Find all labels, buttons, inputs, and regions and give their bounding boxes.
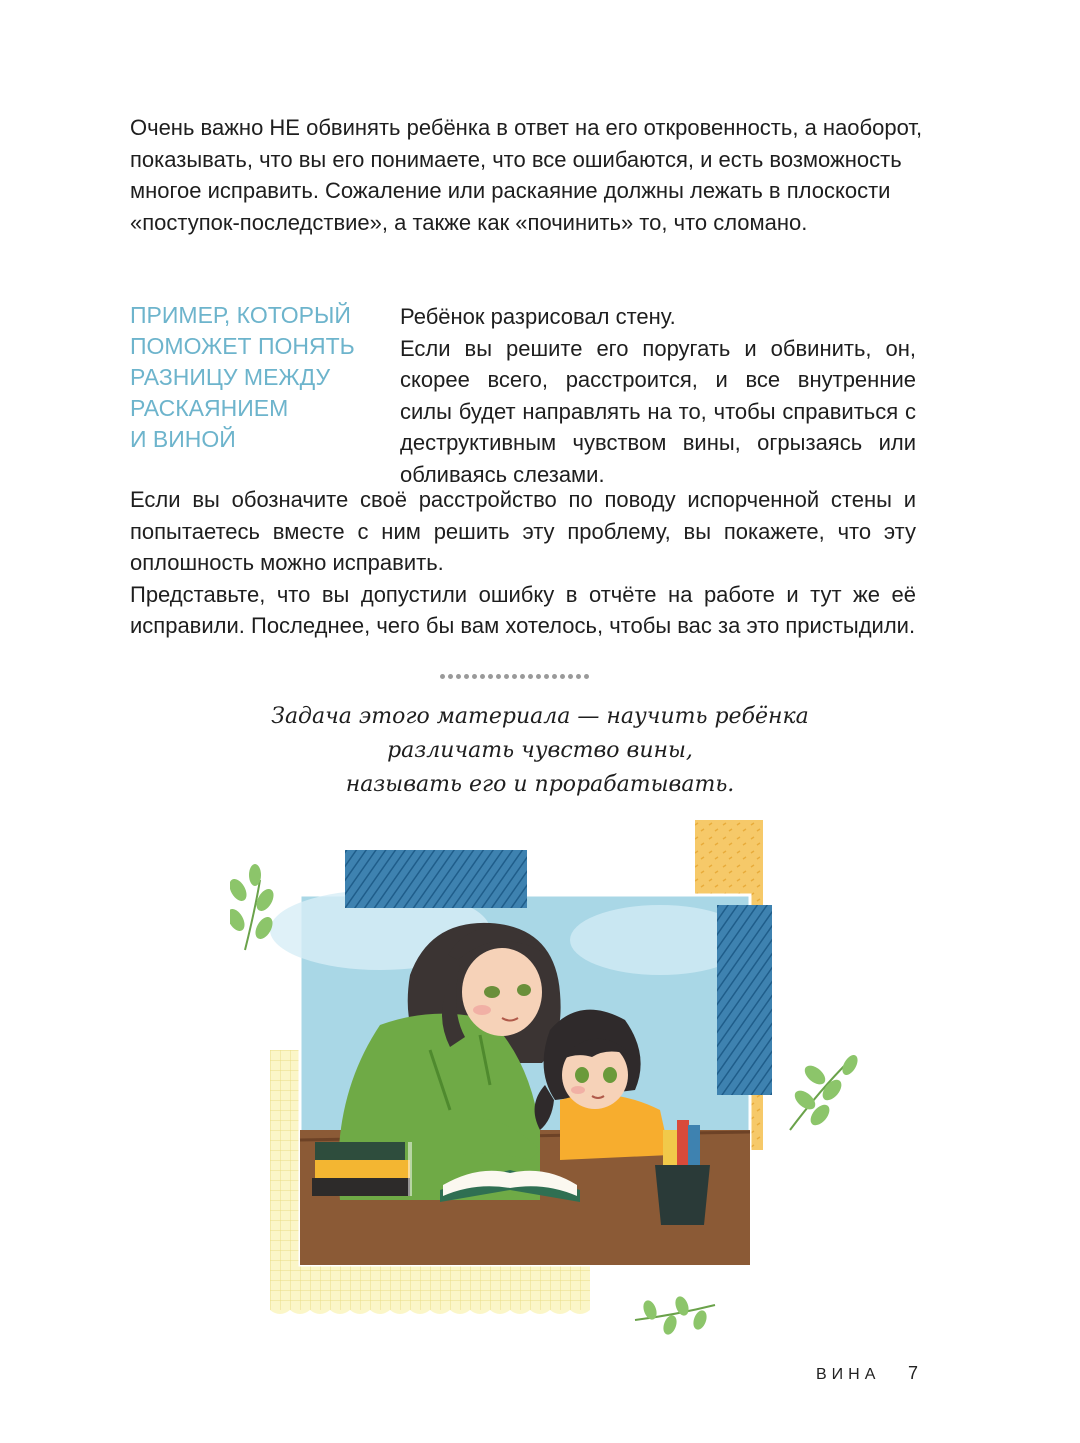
blue-tape-side xyxy=(717,905,772,1095)
quote-line: различать чувство вины, xyxy=(387,738,693,763)
intro-line: Очень важно НЕ обвинять ребёнка в ответ на его откровенность, а наоборот, xyxy=(130,115,923,140)
example-heading xyxy=(130,300,370,455)
continuation-paragraph-1: Если вы обозначите своё расстройство по поводу испорченной стены и попытаетесь вместе с ним решить эту проблему, вы покажете, что эту оплошность можно исправить. xyxy=(130,487,916,575)
heading-line: И ВИНОЙ xyxy=(130,426,236,452)
quote-line: Задача этого материала — научить ребёнка xyxy=(271,704,809,729)
leaf-branch-icon xyxy=(790,1052,860,1130)
leaf-branch-icon xyxy=(635,1295,715,1337)
quote-line: называть его и прорабатывать. xyxy=(345,772,735,797)
example-text xyxy=(400,301,916,490)
page-number: 7 xyxy=(908,1363,919,1383)
example-paragraph: Если вы решите его поругать и обвинить, он, скорее всего, расстроится, и все внутренние силы будет направлять на то, чтобы справиться с деструктивным чувством вины, огрызаясь или обливаясь слезами. xyxy=(400,335,916,487)
continuation-text xyxy=(130,484,916,642)
continuation-paragraph-2: Представьте, что вы допустили ошибку в отчёте на работе и тут же её исправили. Последнее, чего бы вам хотелось, чтобы вас за это пристыдили. xyxy=(130,581,916,638)
intro-paragraph xyxy=(130,112,950,238)
dotted-divider xyxy=(440,674,600,682)
books-icon xyxy=(312,1142,412,1196)
mother-and-daughter-illustration xyxy=(230,820,860,1350)
leaf-branch-icon xyxy=(230,864,277,950)
heading-line: ПОМОЖЕТ ПОНЯТЬ xyxy=(130,333,355,359)
heading-line: РАСКАЯНИЕМ xyxy=(130,395,289,421)
section-label: ВИНА xyxy=(816,1366,881,1383)
intro-line: показывать, что вы его понимаете, что все ошибаются, и есть возможность xyxy=(130,146,902,172)
heading-line: РАЗНИЦУ МЕЖДУ xyxy=(130,364,331,390)
intro-line: «поступок-последствие», а также как «починить» то, что сломано. xyxy=(130,209,808,235)
heading-line: ПРИМЕР, КОТОРЫЙ xyxy=(130,302,351,328)
blue-tape-top xyxy=(345,850,527,908)
intro-line: многое исправить. Сожаление или раскаяние должны лежать в плоскости xyxy=(130,178,891,203)
example-first-line: Ребёнок разрисовал стену. xyxy=(400,304,676,329)
highlight-quote xyxy=(190,700,890,802)
